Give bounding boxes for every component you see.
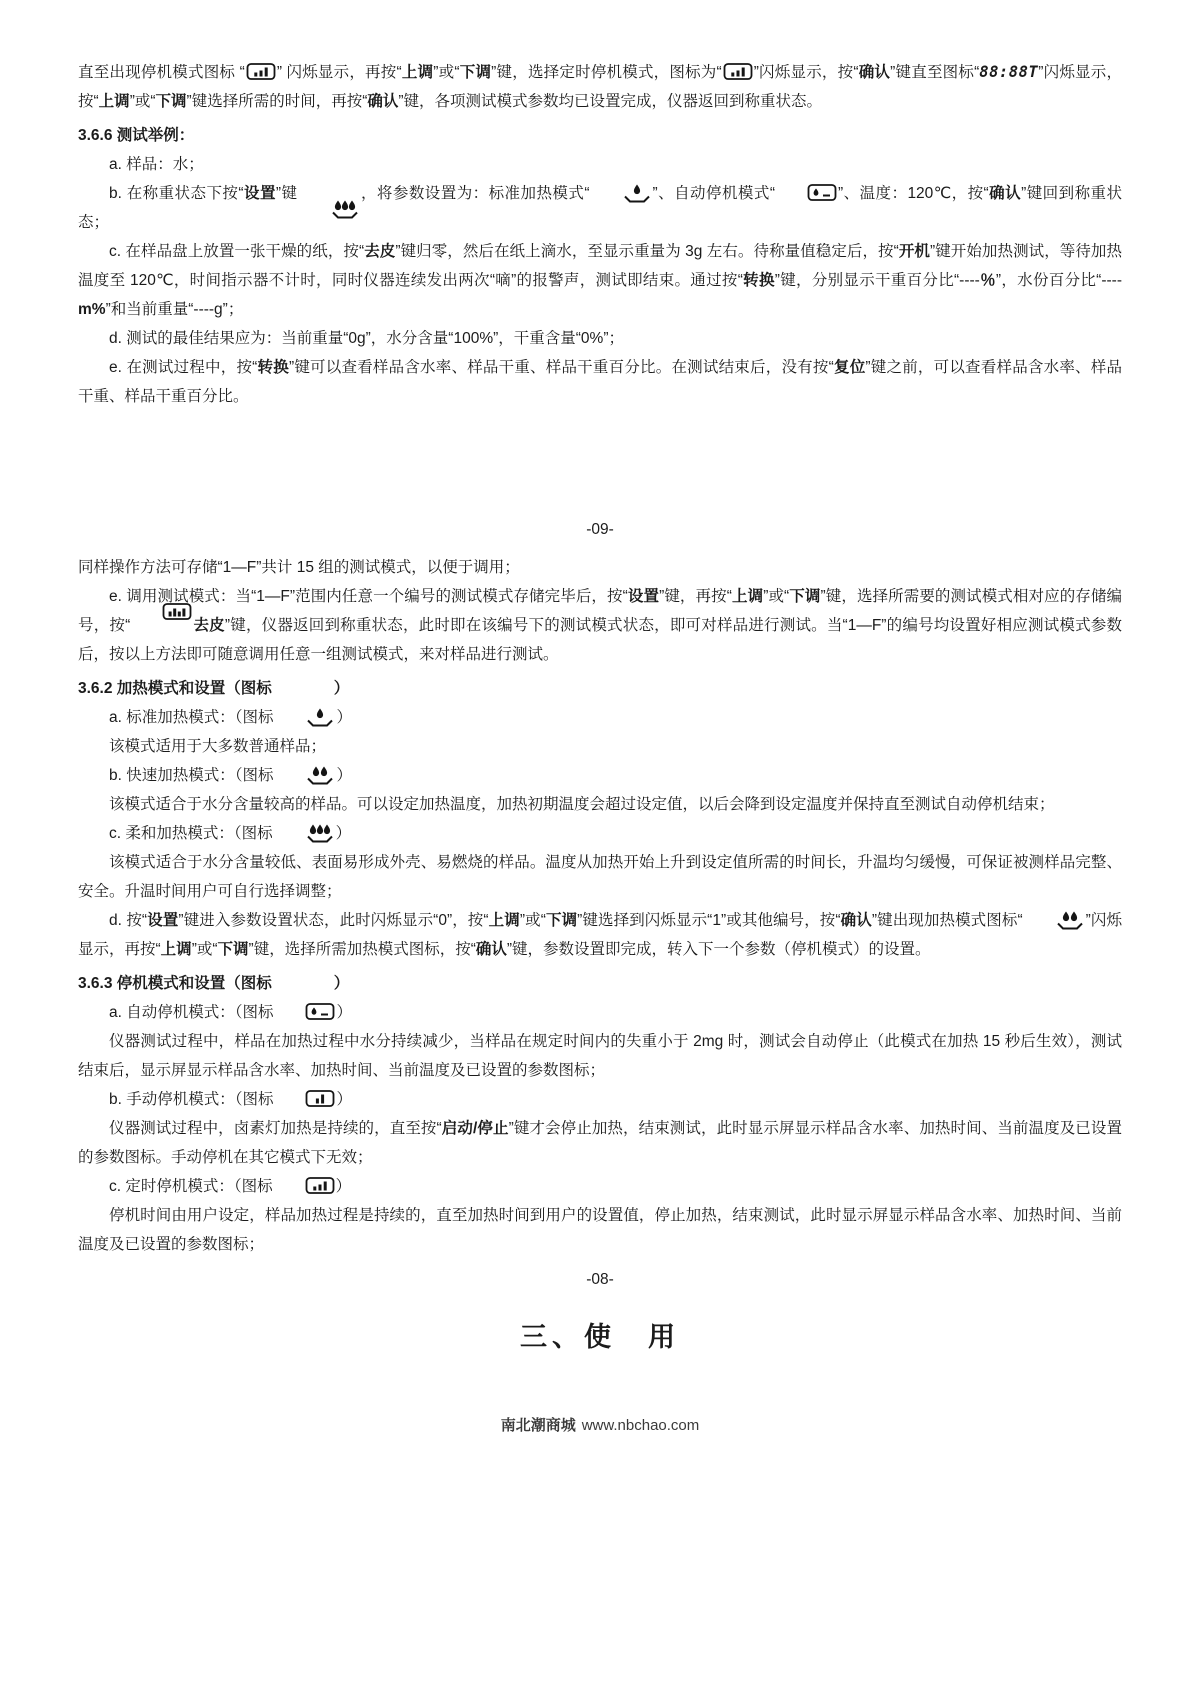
text-run: 设置	[243, 185, 276, 202]
text-run: c. 在样品盘上放置一张干燥的纸，按“	[109, 243, 365, 260]
soft-heat-stray-icon	[298, 198, 361, 219]
text-run: ）	[335, 825, 352, 842]
page-number-bottom: -08-	[586, 1271, 614, 1288]
text-run: ”闪烁显示，按“	[753, 64, 859, 81]
text-run: b. 在称重状态下按“	[109, 185, 244, 202]
text-run: ”键，选择所需要的测试模式相对应的存储编号，按“	[78, 588, 1122, 634]
text-run: 上调	[160, 941, 192, 958]
text-run: 启动/停止	[441, 1120, 509, 1137]
text-run: ”、自动停机模式“	[652, 185, 775, 202]
text-run: ”键，各项测试模式参数均已设置完成，仪器返回到称重状态。	[398, 93, 823, 110]
text-run: 上调	[401, 64, 434, 81]
paragraph	[78, 237, 1122, 324]
paragraph	[78, 553, 1122, 582]
text-run: m%	[78, 301, 106, 318]
text-run: ”键，分别显示干重百分比“----	[774, 272, 980, 289]
text-run: 停机时间由用户设定，样品加热过程是持续的，直至加热时间到用户的设置值，停止加热，结束测试，此时显示屏显示样品含水率、加热时间、当前温度及已设置的参数图标；	[78, 1207, 1122, 1253]
paragraph	[78, 906, 1122, 964]
standard-heat-icon	[590, 182, 653, 203]
paragraph	[78, 1085, 1122, 1114]
fast-heat-icon	[273, 764, 336, 785]
text-run: ”键，选择所需加热模式图标，按“	[248, 941, 476, 958]
text-run: 88:88T	[979, 63, 1039, 81]
section-heading	[78, 674, 1122, 703]
paragraph	[78, 353, 1122, 411]
text-run: d. 按“	[109, 912, 148, 929]
text-run: 下调	[789, 588, 821, 605]
text-run: ）	[336, 767, 352, 784]
paragraph	[78, 1114, 1122, 1172]
section-heading	[78, 121, 1122, 150]
text-run: 仪器测试过程中，卤素灯加热是持续的，直至按“	[109, 1120, 442, 1137]
text-run: 确认	[840, 912, 872, 929]
text-run: 设置	[147, 912, 179, 929]
paragraph	[78, 582, 1122, 669]
standard-heat-icon	[273, 706, 336, 727]
top-text-block	[78, 58, 1122, 411]
text-run: ”或“	[519, 912, 546, 929]
text-run: ）	[336, 1004, 352, 1021]
text-run: ，将参数设置为：标准加热模式“	[360, 185, 590, 202]
text-run: ”键回到称重状态；	[78, 185, 1122, 231]
paragraph	[78, 848, 1122, 906]
text-run: 上调	[488, 912, 520, 929]
text-run: ）	[336, 1091, 352, 1108]
text-run: ”键选择所需的时间，再按“	[186, 93, 368, 110]
text-run: ”键可以查看样品含水率、样品干重、样品干重百分比。在测试结束后，没有按“	[288, 359, 834, 376]
text-run: 3.6.3 停机模式和设置（图标 ）	[78, 975, 350, 992]
paragraph	[78, 150, 1122, 179]
text-run: ”键	[275, 185, 298, 202]
timer-stop-icon	[273, 1176, 336, 1196]
text-run: 该模式适用于大多数普通样品；	[109, 738, 327, 755]
timer-stop-icon	[722, 62, 754, 82]
text-run: 确认	[367, 93, 399, 110]
text-run: 下调	[545, 912, 578, 929]
manual-stop-icon	[273, 1089, 336, 1109]
text-run: d. 测试的最佳结果应为：当前重量“0g”，水分含量“100%”，干重含量“0%”；	[109, 330, 624, 347]
text-run: 转换	[742, 272, 775, 289]
text-run: ”键，选择定时停机模式，图标为“	[491, 64, 722, 81]
text-run: ”、温度：120℃，按“	[838, 185, 989, 202]
section-heading	[78, 969, 1122, 998]
text-run: 上调	[731, 588, 764, 605]
text-run: ”，水份百分比“----	[995, 272, 1122, 289]
text-run: 该模式适合于水分含量较高的样品。可以设定加热温度，加热初期温度会超过设定值，以后会降到设定温度并保持直至测试自动停机结束；	[109, 796, 1055, 813]
page-number-top: -09-	[586, 521, 614, 538]
text-run: ” 闪烁显示，再按“	[276, 64, 402, 81]
paragraph	[78, 998, 1122, 1027]
auto-stop-icon	[775, 183, 838, 203]
text-run: ”键进入参数设置状态，此时闪烁显示“0”，按“	[178, 912, 489, 929]
text-run: 下调	[217, 941, 249, 958]
paragraph	[78, 1027, 1122, 1085]
storage-display-icon	[130, 602, 193, 622]
text-run: ”或“	[433, 64, 460, 81]
paragraph	[78, 761, 1122, 790]
text-run: ”和当前重量“----g”；	[105, 301, 244, 318]
stop-mode-icon	[245, 62, 277, 82]
text-run: ）	[336, 709, 352, 726]
text-run: 确认	[858, 64, 891, 81]
text-run: a. 自动停机模式：（图标	[109, 1004, 274, 1021]
text-run: ”键出现加热模式图标“	[871, 912, 1023, 929]
paragraph	[78, 324, 1122, 353]
paragraph	[78, 58, 1122, 116]
paragraph	[78, 819, 1122, 848]
text-run: a. 标准加热模式：（图标	[109, 709, 274, 726]
text-run: ”或“	[191, 941, 218, 958]
text-run: ”键选择到闪烁显示“1”或其他编号，按“	[577, 912, 841, 929]
text-run: ”键归零，然后在纸上滴水，至显示重量为 3g 左右。待称量值稳定后，按“	[395, 243, 899, 260]
paragraph	[78, 703, 1122, 732]
paragraph	[78, 790, 1122, 819]
auto-stop-icon	[273, 1002, 336, 1022]
text-run: ”或“	[763, 588, 790, 605]
text-run: 设置	[627, 588, 660, 605]
footer-brand-url: www.nbchao.com	[581, 1417, 700, 1434]
text-run: ”闪烁显示，按“	[78, 64, 1122, 110]
text-run: ”键才会停止加热，结束测试，此时显示屏显示样品含水率、加热时间、当前温度及已设置的参数图标。手动停机在其它模式下无效；	[78, 1120, 1122, 1166]
text-run: ”或“	[129, 93, 156, 110]
text-run: ”键之前，可以查看样品含水率、样品干重、样品干重百分比。	[78, 359, 1122, 405]
text-run: a. 样品：水；	[109, 156, 204, 173]
text-run: 开机	[898, 243, 930, 260]
footer-brand	[78, 1414, 1122, 1435]
text-run: b. 手动停机模式：（图标	[109, 1091, 274, 1108]
chapter-heading: 三、使 用	[520, 1322, 680, 1352]
paragraph	[78, 1172, 1122, 1201]
paragraph	[78, 1201, 1122, 1259]
text-run: 确认	[475, 941, 507, 958]
text-run: 直至出现停机模式图标 “	[78, 64, 245, 81]
text-run: 该模式适合于水分含量较低、表面易形成外壳、易燃烧的样品。温度从加热开始上升到设定值所需的时间长，升温均匀缓慢，可保证被测样品完整、安全。升温时间用户可自行选择调整；	[78, 854, 1122, 900]
bottom-text-block	[78, 553, 1122, 1259]
text-run: c. 柔和加热模式：（图标	[109, 825, 273, 842]
text-run: c. 定时停机模式：（图标	[109, 1178, 273, 1195]
text-run: e. 在测试过程中，按“	[109, 359, 258, 376]
text-run: 确认	[988, 185, 1022, 202]
text-run: b. 快速加热模式：（图标	[109, 767, 274, 784]
text-run: ”键开始加热测试，等待加热温度至 120℃，时间指示器不计时，同时仪器连续发出两次“嘀”的报警声，测试即结束。通过按“	[78, 243, 1122, 289]
text-run: 去皮	[364, 243, 396, 260]
text-run: e. 调用测试模式：当“1—F”范围内任意一个编号的测试模式存储完毕后，按“	[109, 588, 628, 605]
text-run: 下调	[155, 93, 187, 110]
text-run: 3.6.6 测试举例：	[78, 127, 195, 144]
soft-heat-icon	[273, 822, 336, 843]
text-run: 同样操作方法可存储“1—F”共计 15 组的测试模式，以便于调用；	[78, 559, 520, 576]
text-run: ”键，参数设置即完成，转入下一个参数（停机模式）的设置。	[506, 941, 931, 958]
text-run: 仪器测试过程中，样品在加热过程中水分持续减少，当样品在规定时间内的失重小于 2mg 时，测试会自动停止（此模式在加热 15 秒后生效），测试结束后，显示屏显示样品含水率、加热时间、当前温度及已设置的参数图标；	[78, 1033, 1122, 1079]
fast-heat-icon	[1023, 909, 1086, 930]
text-run: ”键，再按“	[659, 588, 732, 605]
paragraph	[78, 732, 1122, 761]
text-run: 3.6.2 加热模式和设置（图标 ）	[78, 680, 350, 697]
footer-brand-name: 南北潮商城	[500, 1417, 576, 1434]
text-run: ％	[979, 272, 996, 289]
text-run: ”键，仪器返回到称重状态，此时即在该编号下的测试模式状态，即可对样品进行测试。当“1—F”的编号均设置好相应测试模式参数后，按以上方法即可随意调用任意一组测试模式，来对样品进行测试。	[78, 617, 1122, 663]
text-run: 转换	[257, 359, 289, 376]
text-run: 复位	[833, 359, 866, 376]
paragraph	[78, 179, 1122, 237]
text-run: 下调	[459, 64, 492, 81]
text-run: ）	[335, 1178, 352, 1195]
text-run: ”键直至图标“	[890, 64, 980, 81]
text-run: ”闪烁显示，再按“	[78, 912, 1122, 958]
text-run: 上调	[98, 93, 130, 110]
text-run: 去皮	[193, 617, 225, 634]
